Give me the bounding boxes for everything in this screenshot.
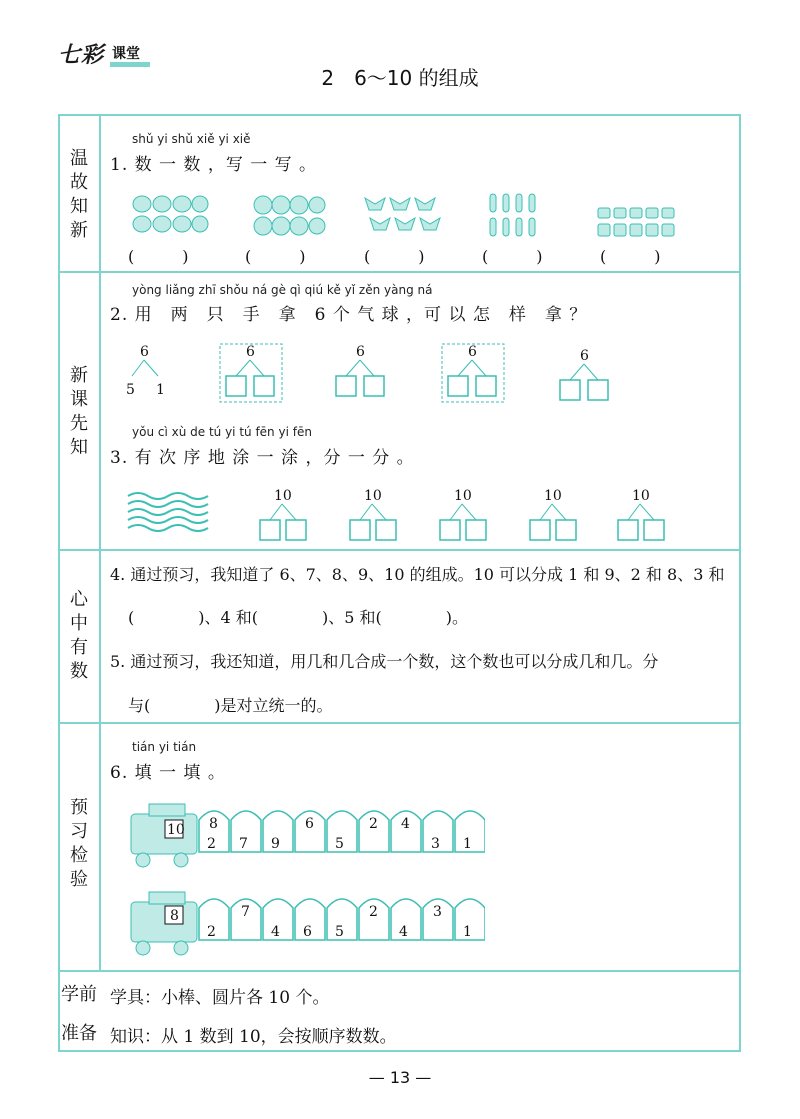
train-2 (125, 888, 485, 958)
q4-line2: ( )、4 和( )、5 和( )。 (128, 608, 468, 627)
page-number: — 13 — (368, 1068, 432, 1087)
svg-text:4: 4 (271, 924, 280, 940)
svg-text:6: 6 (468, 344, 477, 360)
svg-text:5: 5 (335, 924, 344, 940)
svg-text:10: 10 (544, 488, 562, 504)
svg-text:2: 2 (369, 816, 378, 832)
q1-text: 1. 数 一 数 ，写 一 写 。 (110, 155, 318, 175)
svg-text:2: 2 (369, 904, 378, 920)
section-label-prep-bottom: 准备 (61, 1023, 97, 1044)
svg-text:1: 1 (463, 836, 472, 852)
q1-pinyin: shǔ yi shǔ xiě yi xiě (132, 132, 251, 146)
section-label-prep-top: 学前 (61, 984, 97, 1005)
column-divider (99, 114, 101, 972)
balloon-string-icon (128, 493, 208, 531)
engine-number: 10 (167, 822, 185, 838)
prep-knowledge: 知识：从 1 数到 10，会按顺序数数。 (110, 1027, 397, 1047)
svg-text:10: 10 (364, 488, 382, 504)
svg-text:2: 2 (207, 836, 216, 852)
section-label-check: 预习检验 (70, 797, 88, 890)
svg-text:3: 3 (433, 904, 442, 920)
q1-blank-3[interactable]: ( ) (364, 247, 425, 266)
engine-number: 8 (170, 908, 179, 924)
tree-right-number: 1 (156, 382, 165, 398)
row-divider (58, 271, 741, 273)
brand-main: 七彩 (58, 43, 105, 68)
row-divider (58, 722, 741, 724)
split-tree-1 (260, 488, 306, 540)
q2-pinyin: yòng liǎng zhī shǒu ná gè qì qiú kě yǐ zěn yàng ná (132, 283, 433, 297)
q3-pinyin: yǒu cì xù de tú yi tú fēn yi fēn (132, 425, 312, 439)
sheep-group-icon (254, 196, 325, 235)
bird-group-icon (365, 198, 440, 230)
split-tree-5 (618, 488, 664, 540)
q1-blank-2[interactable]: ( ) (245, 247, 306, 266)
q6-text: 6. 填 一 填 。 (110, 763, 226, 783)
q4-line1: 4. 通过预习，我知道了 6、7、8、9、10 的组成。10 可以分成 1 和 9、2 和 8、3 和 (110, 565, 725, 584)
svg-text:6: 6 (580, 348, 589, 364)
q1-pictures (120, 188, 700, 244)
prep-tools: 学具：小棒、圆片各 10 个。 (110, 988, 330, 1008)
svg-text:6: 6 (356, 344, 365, 360)
section-label-review: 温故知新 (70, 148, 88, 241)
q6-pinyin: tián yi tián (132, 740, 197, 754)
row-divider (58, 549, 741, 551)
q1-blank-1[interactable]: ( ) (128, 247, 189, 266)
q3-balloons-and-trees (120, 484, 680, 546)
svg-text:6: 6 (246, 344, 255, 360)
brand-sub: 课堂 (112, 46, 140, 62)
svg-text:4: 4 (401, 816, 410, 832)
q3-text: 3. 有 次 序 地 涂 一 涂 ，分 一 分 。 (110, 448, 415, 468)
q2-trees (110, 340, 710, 410)
svg-text:9: 9 (271, 836, 280, 852)
q1-blank-5[interactable]: ( ) (600, 247, 661, 266)
cat-group-icon (598, 208, 674, 236)
train-1 (125, 800, 485, 870)
q1-blank-4[interactable]: ( ) (482, 247, 543, 266)
row-divider (58, 970, 741, 972)
answer-tree-4 (560, 348, 608, 400)
q5-line1: 5. 通过预习，我还知道，用几和几合成一个数，这个数也可以分成几和几。分 (110, 652, 659, 671)
svg-text:3: 3 (431, 836, 440, 852)
svg-text:7: 7 (241, 904, 250, 920)
answer-tree-2 (336, 344, 384, 396)
section-label-preview: 新课先知 (70, 365, 88, 458)
svg-text:6: 6 (303, 924, 312, 940)
split-tree-3 (440, 488, 486, 540)
svg-text:2: 2 (207, 924, 216, 940)
svg-text:7: 7 (239, 836, 248, 852)
svg-text:10: 10 (274, 488, 292, 504)
section-label-mind: 心中有数 (70, 589, 88, 682)
page-title: 2 6～10 的组成 (321, 66, 479, 90)
svg-text:1: 1 (463, 924, 472, 940)
answer-tree-3 (442, 344, 504, 402)
tree-left-number: 5 (126, 382, 135, 398)
svg-text:10: 10 (632, 488, 650, 504)
split-tree-2 (350, 488, 396, 540)
q5-line2: 与( )是对立统一的。 (128, 696, 333, 715)
svg-text:4: 4 (399, 924, 408, 940)
svg-text:6: 6 (305, 816, 314, 832)
train-engine-icon (131, 892, 197, 955)
split-tree-4 (530, 488, 576, 540)
answer-tree-1 (220, 344, 282, 402)
example-tree (126, 344, 165, 398)
squirrel-group-icon (490, 194, 535, 236)
q2-text: 2. 用 两 只 手 拿 6 个 气 球 ，可 以 怎 样 拿 ？ (110, 305, 588, 325)
train-engine-icon (131, 804, 197, 867)
svg-text:10: 10 (454, 488, 472, 504)
svg-text:5: 5 (335, 836, 344, 852)
duck-group-icon (133, 196, 208, 232)
car-bottom-numbers (207, 836, 472, 852)
svg-text:8: 8 (209, 816, 218, 832)
tree-top-number: 6 (140, 344, 149, 360)
